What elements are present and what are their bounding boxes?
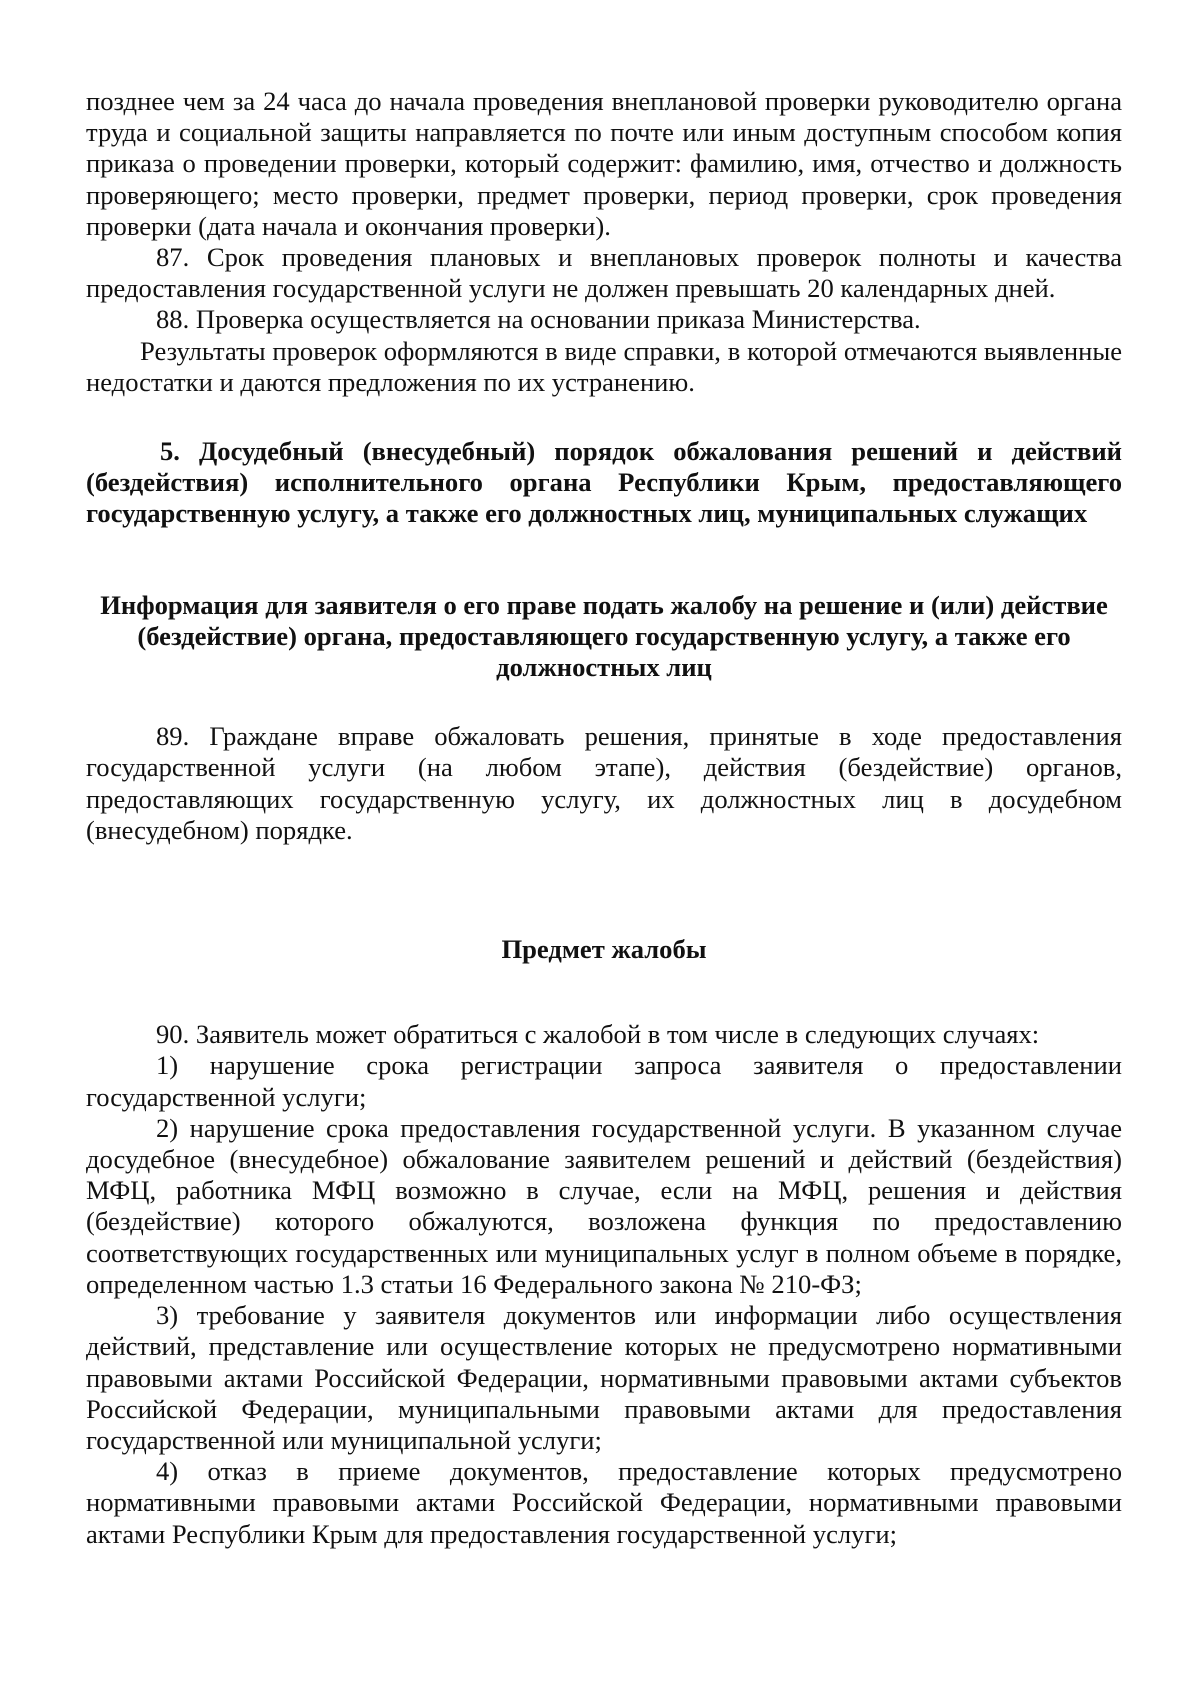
section-5-heading: 5. Досудебный (внесудебный) порядок обжалования решений и действий (бездействия) исполнительного органа Республики Крым, предоставляющего государственную услугу, а также его должностных лиц, муниципальных служащих bbox=[86, 436, 1122, 529]
paragraph-88: 88. Проверка осуществляется на основании приказа Министерства. bbox=[156, 304, 921, 335]
info-heading: Информация для заявителя о его праве подать жалобу на решение и (или) действие (бездействие) органа, предоставляющего государственную услугу, а также его должностных лиц bbox=[100, 589, 1108, 683]
list-item-4: 4) отказ в приеме документов, предоставление которых предусмотрено нормативными правовыми актами Российской Федерации, нормативными правовыми актами Республики Крым для предоставления государственной услуги; bbox=[86, 1456, 1122, 1549]
intro-paragraph: позднее чем за 24 часа до начала проведения внеплановой проверки руководителю органа труда и социальной защиты направляется по почте или иным доступным способом копия приказа о проведении проверки, который содержит: фамилию, имя, отчество и должность проверяющего; место проверки, предмет проверки, период проверки, срок проведения проверки (дата начала и окончания проверки). bbox=[86, 86, 1122, 241]
subject-heading: Предмет жалобы bbox=[501, 934, 707, 965]
list-item-1: 1) нарушение срока регистрации запроса заявителя о предоставлении государственной услуги; bbox=[86, 1050, 1122, 1112]
spacer bbox=[86, 846, 1122, 934]
paragraph-87: 87. Срок проведения плановых и внеплановых проверок полноты и качества предоставления государственной услуги не должен превышать 20 календарных дней. bbox=[86, 242, 1122, 304]
spacer bbox=[86, 530, 1122, 590]
paragraph-89: 89. Граждане вправе обжаловать решения, принятые в ходе предоставления государственной услуги (на любом этапе), действия (бездействие) органов, предоставляющих государственную услугу, их должностных лиц в досудебном (внесудебном) порядке. bbox=[86, 721, 1122, 845]
list-item-2: 2) нарушение срока предоставления государственной услуги. В указанном случае досудебное (внесудебное) обжалование заявителем решений и действий (бездействия) МФЦ, работника МФЦ возможно в случае, если на МФЦ, решения и действия (бездействие) которого обжалуются, возложена функция по предоставлению соответствующих государственных или муниципальных услуг в полном объеме в порядке, определенном частью 1.3 статьи 16 Федерального закона № 210-ФЗ; bbox=[86, 1112, 1122, 1299]
list-item-3: 3) требование у заявителя документов или информации либо осуществления действий, представление или осуществление которых не предусмотрено нормативными правовыми актами Российской Федерации, нормативными правовыми актами субъектов Российской Федерации, муниципальными правовыми актами для предоставления государственной или муниципальной услуги; bbox=[86, 1300, 1122, 1455]
document-page bbox=[86, 86, 1122, 1550]
spacer bbox=[86, 683, 1122, 721]
paragraph-88-results: Результаты проверок оформляются в виде справки, в которой отмечаются выявленные недостатки и даются предложения по их устранению. bbox=[86, 335, 1122, 397]
spacer bbox=[86, 965, 1122, 1019]
paragraph-90: 90. Заявитель может обратиться с жалобой в том числе в следующих случаях: bbox=[156, 1019, 1040, 1050]
spacer bbox=[86, 398, 1122, 436]
